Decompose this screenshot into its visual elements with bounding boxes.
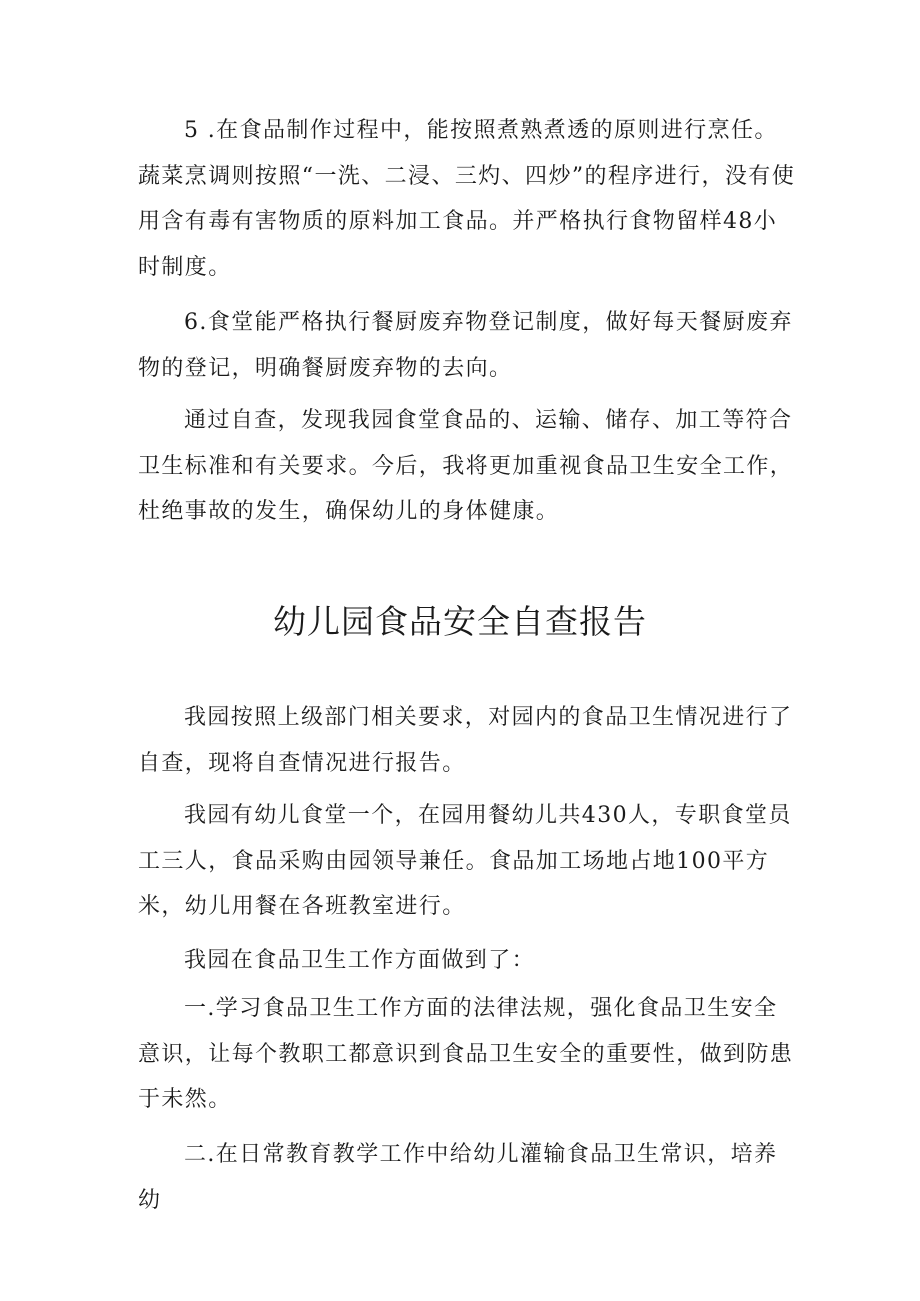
paragraph-item-one: 一.学习食品卫生工作方面的法律法规，强化食品卫生安全意识，让每个教职工都意识到食品卫生安全的重要性，做到防患于未然。 xyxy=(138,996,794,1112)
paragraph-item-6: 6.食堂能严格执行餐厨废弃物登记制度，做好每天餐厨废弃物的登记，明确餐厨废弃物的去向。 xyxy=(138,310,793,381)
paragraph-intro: 我园按照上级部门相关要求，对园内的食品卫生情况进行了自查，现将自查情况进行报告。 xyxy=(138,705,793,776)
paragraph-item-two: 二.在日常教育教学工作中给幼儿灌输食品卫生常识，培养幼 xyxy=(138,1142,778,1213)
paragraph-item-5: 5 .在食品制作过程中，能按照煮熟煮透的原则进行烹任。蔬菜烹调则按照“一洗、二浸、三灼、四炒”的程序进行，没有使用含有毒有害物质的原料加工食品。并严格执行食物留样48小时制度。 xyxy=(138,118,796,280)
paragraph-overview: 我园有幼儿食堂一个，在园用餐幼儿共430人，专职食堂员工三人，食品采购由园领导兼任。食品加工场地占地100平方米，幼儿用餐在各班教室进行。 xyxy=(138,803,792,919)
paragraph-conclusion: 通过自查，发现我园食堂食品的、运输、储存、加工等符合卫生标准和有关要求。今后，我将更加重视食品卫生安全工作，杜绝事故的发生，确保幼儿的身体健康。 xyxy=(138,408,794,524)
report-title: 幼儿园食品安全自查报告 xyxy=(273,602,647,641)
paragraph-lead: 我园在食品卫生工作方面做到了： xyxy=(184,948,536,973)
